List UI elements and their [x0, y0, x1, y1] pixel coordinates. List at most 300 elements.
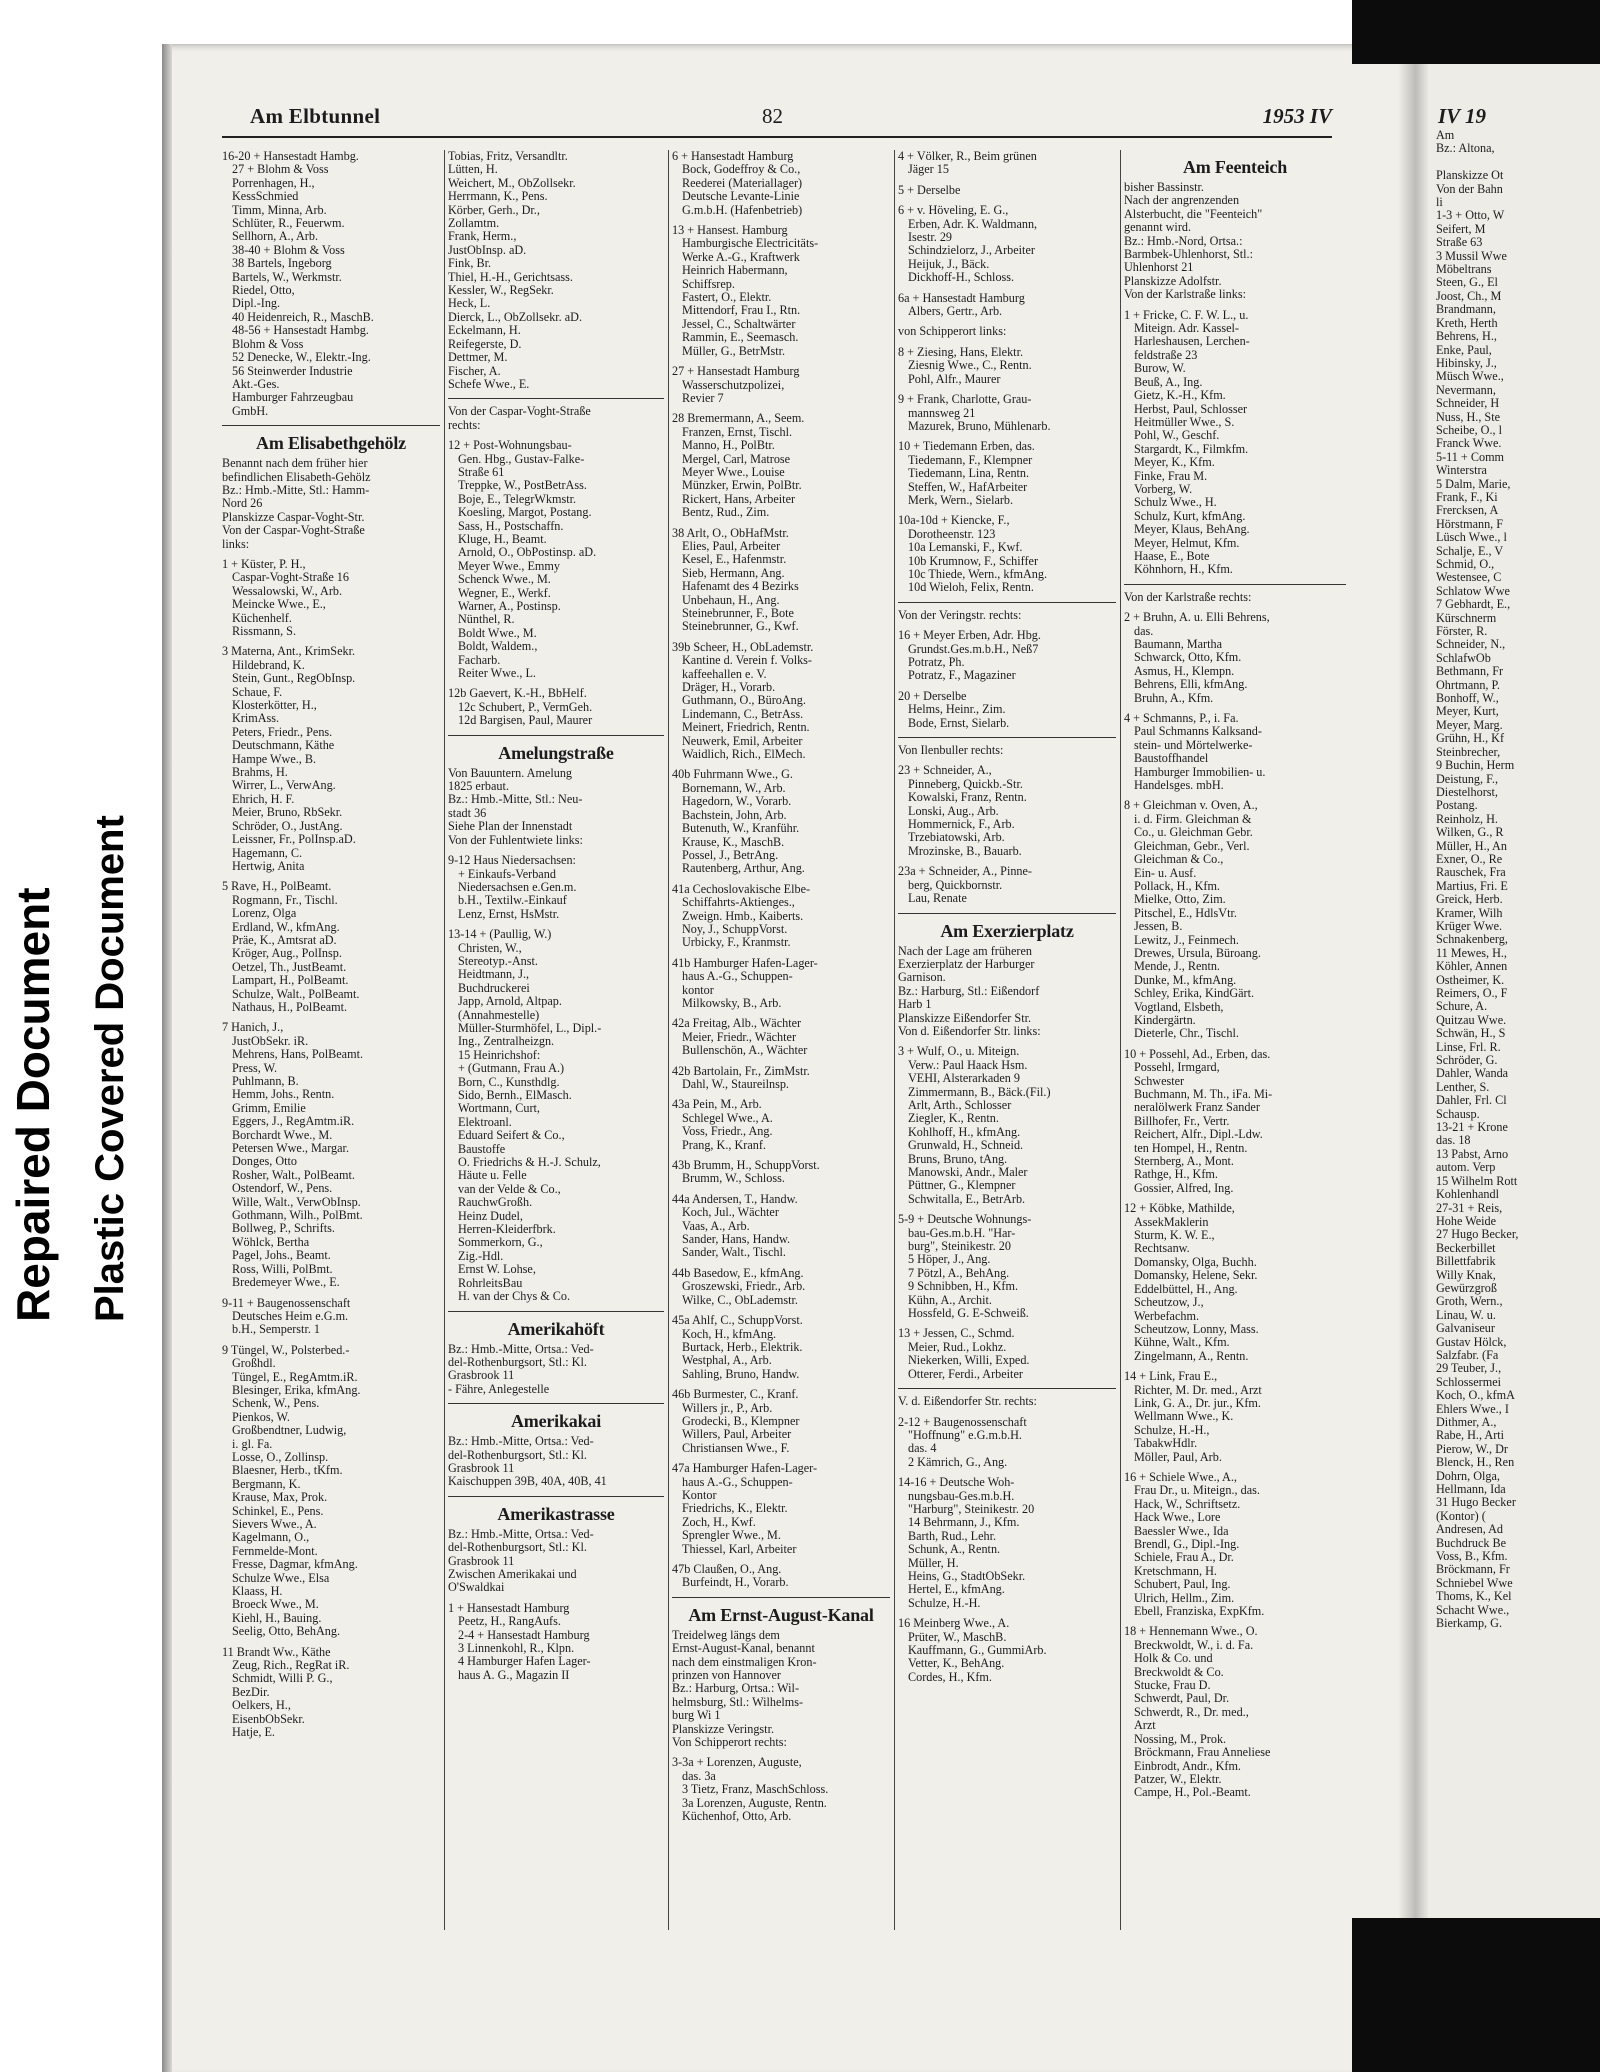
directory-line: 18 + Hennemann Wwe., O.	[1124, 1625, 1258, 1639]
directory-line: 39b Scheer, H., ObLademstr.	[672, 640, 814, 654]
directory-line: 13-14 + (Paullig, W.)	[448, 928, 552, 942]
directory-line: Manowski, Andr., Maler	[908, 1166, 1028, 1179]
directory-line: Von der Veringstr. rechts:	[898, 608, 1022, 622]
directory-line: Garnison.	[898, 971, 946, 985]
directory-line: Küchenhelf.	[232, 611, 292, 625]
directory-line: Potratz, Ph.	[908, 656, 965, 669]
house-entry	[672, 641, 890, 762]
directory-line: - Fähre, Anlegestelle	[448, 1382, 550, 1396]
directory-line: 1 + Fricke, C. F. W. L., u.	[1124, 308, 1249, 322]
facing-page-line: Steen, G., El	[1436, 275, 1498, 290]
scan-black-corner-top	[1352, 0, 1600, 64]
directory-line: Grundst.Ges.m.b.H., Neß7	[908, 642, 1039, 656]
directory-line: Rickert, Hans, Arbeiter	[682, 492, 796, 506]
house-entry	[898, 1476, 1116, 1610]
directory-line: nungsbau-Ges.m.b.H.	[908, 1489, 1015, 1503]
directory-line: Bollweg, P., Schrifts.	[232, 1222, 335, 1236]
section-rule	[448, 735, 664, 736]
directory-line: Körber, Gerh., Dr.,	[448, 203, 540, 217]
facing-page-line: 5-11 + Comm	[1436, 449, 1505, 464]
house-entry	[898, 629, 1116, 683]
house-entry	[898, 204, 1116, 284]
facing-page-line: Joost, Ch., M	[1436, 288, 1502, 303]
directory-column-3	[672, 150, 890, 1930]
house-entry	[898, 150, 1116, 177]
directory-line: Sander, Hans, Handw.	[682, 1233, 791, 1247]
directory-line: Dipl.-Ing.	[232, 297, 281, 311]
directory-line: berg, Quickbornstr.	[908, 878, 1003, 892]
directory-line: Sievers Wwe., A.	[232, 1518, 317, 1531]
street-description	[898, 325, 1116, 338]
directory-line: 16 + Schiele Wwe., A.,	[1124, 1470, 1237, 1484]
street-description	[1124, 181, 1346, 302]
street-heading: Am Exerzierplatz	[940, 920, 1074, 941]
facing-page-line: autom. Verp	[1436, 1160, 1496, 1175]
house-entry	[1124, 611, 1346, 705]
directory-line: Bruns, Bruno, tAng.	[908, 1152, 1008, 1166]
facing-page-line: (Kontor) (	[1436, 1508, 1486, 1523]
directory-line: Schulze, Walt., PolBeamt.	[232, 987, 360, 1001]
facing-page-line: Groth, Wern.,	[1436, 1294, 1503, 1309]
directory-line: Schenk, W., Pens.	[232, 1397, 320, 1411]
directory-line: Grimm, Emilie	[232, 1101, 306, 1115]
directory-line: Willers, Paul, Arbeiter	[682, 1428, 792, 1442]
directory-line: Von der Caspar-Voght-Straße	[448, 405, 591, 419]
directory-line: Fischer, A.	[448, 364, 501, 378]
directory-line: Mrozinske, B., Bauarb.	[908, 844, 1022, 858]
directory-line: Hack Wwe., Lore	[1134, 1511, 1221, 1525]
facing-page-line: Schnakenberg,	[1436, 932, 1508, 947]
section-rule	[448, 1403, 664, 1404]
directory-line: Kühne, Walt., Kfm.	[1134, 1336, 1230, 1350]
directory-line: Präe, K., Amtsrat aD.	[232, 933, 337, 947]
directory-line: Köhnhorn, H., Kfm.	[1134, 563, 1233, 577]
facing-page-line: Lüsch Wwe., l	[1436, 530, 1507, 545]
directory-line: Deutsche Levante-Linie	[682, 190, 800, 204]
facing-page-line: Schmid, O.,	[1436, 557, 1495, 571]
directory-line: Hamburgische Electricitäts-	[682, 237, 819, 251]
facing-page-line: Galvaniseur	[1436, 1321, 1495, 1336]
directory-line: Blohm & Voss	[232, 337, 304, 351]
directory-line: Schulze, H.-H.	[908, 1596, 981, 1610]
directory-line: RohrleitsBau	[458, 1276, 523, 1290]
directory-line: Kiehl, H., Bauing.	[232, 1611, 322, 1625]
directory-line: 41a Cechoslovakische Elbe-	[672, 882, 811, 896]
directory-line: Dahl, W., Staureilnsp.	[682, 1078, 789, 1091]
directory-line: Sternberg, A., Mont.	[1134, 1155, 1234, 1169]
directory-line: Riedel, Otto,	[232, 284, 295, 298]
house-entry	[448, 928, 664, 1303]
directory-line: Bullenschön, A., Wächter	[682, 1044, 808, 1058]
facing-page-line: Köhler, Annen	[1436, 959, 1508, 974]
directory-line: Mende, J., Rentn.	[1134, 960, 1220, 974]
facing-page-line: Ehlers Wwe., I	[1436, 1401, 1509, 1416]
facing-page-line: Reimers, O., F	[1436, 986, 1508, 1000]
directory-line: Hildebrand, K.	[232, 658, 305, 672]
section-rule	[898, 1388, 1116, 1389]
directory-line: Von der Fuhlentwiete links:	[448, 833, 583, 847]
directory-line: Scheutzow, J.,	[1134, 1296, 1204, 1310]
facing-page-line: 5 Dalm, Marie,	[1436, 476, 1511, 491]
facing-page-line: Schneider, N.,	[1436, 637, 1506, 652]
directory-line: stadt 36	[448, 806, 487, 820]
directory-line: Reiter Wwe., L.	[458, 667, 536, 681]
directory-line: Küchenhof, Otto, Arb.	[682, 1810, 792, 1824]
directory-line: Pohl, Alfr., Maurer	[908, 372, 1001, 386]
directory-line: 2 + Bruhn, A. u. Elli Behrens,	[1124, 611, 1270, 625]
directory-line: Heijuk, J., Bäck.	[908, 257, 990, 271]
house-entry	[672, 150, 890, 217]
directory-line: Elies, Paul, Arbeiter	[682, 539, 781, 553]
street-heading: Am Ernst-August-Kanal	[688, 1604, 874, 1625]
facing-page-line: Schlossermei	[1436, 1374, 1501, 1389]
directory-line: Hamburger Fahrzeugbau	[232, 391, 354, 405]
directory-line: Deutschmann, Käthe	[232, 739, 335, 753]
directory-line: 5-9 + Deutsche Wohnungs-	[898, 1213, 1032, 1227]
directory-line: Wilke, C., ObLademstr.	[682, 1293, 798, 1307]
directory-line: Grasbrook 11	[448, 1461, 515, 1475]
directory-line: Elektroanl.	[458, 1115, 512, 1129]
house-entry	[672, 1314, 890, 1381]
directory-line: 5 + Derselbe	[898, 183, 961, 197]
facing-page-head: IV 19	[1438, 104, 1487, 128]
directory-line: 10 + Possehl, Ad., Erben, das.	[1124, 1047, 1271, 1061]
facing-page-line: Am	[1436, 128, 1455, 142]
directory-line: Ostendorf, W., Pens.	[232, 1182, 333, 1196]
directory-line: Ross, Willi, PolBmt.	[232, 1262, 333, 1276]
directory-line: Rautenberg, Arthur, Ang.	[682, 862, 805, 876]
house-entry	[898, 292, 1116, 319]
directory-line: Gothmann, Wilh., PolBmt.	[232, 1209, 363, 1223]
directory-line: Kühn, A., Archit.	[908, 1293, 992, 1307]
directory-line: ten Hompel, H., Rentn.	[1134, 1141, 1248, 1155]
directory-line: Bock, Godeffroy & Co.,	[682, 163, 801, 177]
directory-line: Potratz, F., Magaziner	[908, 669, 1016, 683]
facing-page-line: Bethmann, Fr	[1436, 664, 1504, 679]
directory-line: Lewitz, J., Feinmech.	[1134, 933, 1239, 947]
facing-page-line: Willy Knak,	[1436, 1267, 1496, 1282]
directory-line: Heck, L.	[448, 297, 491, 311]
directory-line: Ulrich, Hellm., Zim.	[1134, 1591, 1235, 1605]
directory-line: 42a Freitag, Alb., Wächter	[672, 1017, 802, 1031]
directory-line: TabakwHdlr.	[1134, 1437, 1198, 1451]
directory-line: Bz.: Hmb.-Nord, Ortsa.:	[1124, 234, 1243, 248]
facing-page-line: 15 Wilhelm Rott	[1436, 1173, 1518, 1188]
directory-line: Lenz, Ernst, HsMstr.	[458, 907, 560, 921]
directory-line: 38 Bartels, Ingeborg	[232, 257, 332, 271]
directory-line: Tiedemann, F., Klempner	[908, 453, 1033, 467]
directory-line: Neuwerk, Emil, Arbeiter	[682, 734, 803, 748]
directory-line: Patzer, W., Elektr.	[1134, 1772, 1222, 1786]
directory-line: haus A.-G., Schuppen-	[682, 1475, 793, 1489]
directory-line: links:	[222, 537, 250, 551]
directory-line: prinzen von Hannover	[672, 1669, 781, 1683]
facing-page-line	[1430, 156, 1600, 169]
house-entry	[672, 1563, 890, 1590]
directory-line: Vetter, K., BehAng.	[908, 1657, 1005, 1671]
street-description	[448, 1528, 664, 1595]
directory-line: 13 + Hansest. Hamburg	[672, 224, 788, 238]
section-rule	[898, 913, 1116, 914]
directory-line: Baustoffhandel	[1134, 752, 1209, 766]
directory-line: del-Rothenburgsort, Stl.: Kl.	[448, 1448, 587, 1462]
directory-line: Tobias, Fritz, Versandltr.	[448, 150, 568, 163]
directory-line: Bode, Ernst, Sielarb.	[908, 716, 1010, 730]
directory-line: Schefe Wwe., E.	[448, 377, 530, 391]
facing-page-line: Schausp.	[1436, 1106, 1480, 1121]
directory-line: Grasbrook 11	[448, 1554, 515, 1568]
facing-page-line: Meyer, Marg.	[1436, 717, 1503, 732]
facing-page-line: Müller, H., An	[1436, 838, 1507, 853]
directory-line: i. d. Firm. Gleichman &	[1134, 812, 1252, 826]
facing-page-line: Winterstra	[1436, 463, 1487, 478]
directory-line: Pinneberg, Quickb.-Str.	[908, 777, 1023, 791]
directory-line: 6a + Hansestadt Hamburg	[898, 291, 1025, 305]
directory-line: 1 + Küster, P. H.,	[222, 557, 306, 571]
directory-line: Rogmann, Fr., Tischl.	[232, 893, 338, 907]
directory-line: Schlegel Wwe., A.	[682, 1111, 773, 1125]
house-entry	[898, 1327, 1116, 1381]
facing-page-line: 11 Mewes, H.,	[1436, 945, 1507, 960]
directory-line: Hagedorn, W., Vorarb.	[682, 795, 792, 809]
facing-page-line: Ohrtmann, P.	[1436, 677, 1500, 692]
directory-line: 14-16 + Deutsche Woh-	[898, 1476, 1015, 1490]
directory-line: Cordes, H., Kfm.	[908, 1670, 992, 1684]
directory-line: burg", Steinikestr. 20	[908, 1240, 1011, 1254]
facing-page-line: Bonhoff, W.,	[1436, 691, 1499, 706]
directory-line: Koch, Jul., Wächter	[682, 1206, 779, 1220]
directory-line: Bornemann, W., Arb.	[682, 781, 786, 795]
facing-page-line: Schwän, H., S	[1436, 1026, 1506, 1041]
directory-line: Mielke, Otto, Zim.	[1134, 893, 1226, 907]
directory-line: Schley, Erika, KindGärt.	[1134, 987, 1255, 1001]
directory-line: 5 Höper, J., Ang.	[908, 1253, 991, 1267]
directory-line: Schulze, H.-H.,	[1134, 1423, 1210, 1437]
directory-line: Schubert, Paul, Ing.	[1134, 1578, 1231, 1592]
directory-line: Guthmann, O., BüroAng.	[682, 694, 806, 708]
directory-line: H. van der Chys & Co.	[458, 1290, 571, 1304]
facing-page-line: Hörstmann, F	[1436, 516, 1504, 531]
directory-line: Buchmann, M. Th., iFa. Mi-	[1134, 1088, 1273, 1101]
directory-line: Mittendorf, Frau I., Rtn.	[682, 304, 801, 318]
directory-line: Blesinger, Erika, kfmAng.	[232, 1383, 361, 1397]
directory-line: Bz.: Harburg, Ortsa.: Wil-	[672, 1682, 800, 1696]
directory-line: Meier, Bruno, RbSekr.	[232, 806, 343, 820]
directory-line: Grunwald, H., Schneid.	[908, 1139, 1024, 1153]
directory-line: Koesling, Margot, Postang.	[458, 506, 592, 520]
facing-page-line: Diestelhorst,	[1436, 784, 1498, 799]
directory-line: + (Gutmann, Frau A.)	[458, 1062, 565, 1076]
section-rule	[672, 1597, 890, 1598]
facing-page-line: Frank, F., Ki	[1436, 489, 1498, 504]
directory-line: Westphal, A., Arb.	[682, 1354, 772, 1368]
directory-line: Dierck, L., ObZollsekr. aD.	[448, 310, 583, 324]
directory-line: Kohlhoff, H., kfmAng.	[908, 1125, 1021, 1139]
directory-line: Planskizze Caspar-Voght-Str.	[222, 510, 365, 524]
directory-line: Donges, Otto	[232, 1155, 297, 1169]
directory-line: Petersen Wwe., Margar.	[232, 1142, 349, 1156]
directory-line: Boldt, Waldem.,	[458, 640, 538, 654]
side-label-strip	[0, 0, 150, 2072]
directory-line: 13 + Jessen, C., Schmd.	[898, 1327, 1015, 1341]
street-description	[898, 945, 1116, 1039]
directory-line: Werbefachm.	[1134, 1309, 1199, 1323]
directory-line: Heitmüller Wwe., S.	[1134, 415, 1235, 429]
directory-line: Jessel, C., Schaltwärter	[682, 317, 796, 331]
house-entry	[222, 645, 440, 873]
facing-page-line: Salzfabr. (Fa	[1436, 1347, 1499, 1362]
directory-line: 16 Meinberg Wwe., A.	[898, 1617, 1010, 1631]
directory-line: Arnold, O., ObPostinsp. aD.	[458, 546, 597, 560]
facing-page-line: Brandmann,	[1436, 302, 1496, 317]
directory-line: Ehrich, H. F.	[232, 792, 295, 806]
street-heading: Amelungstraße	[498, 742, 614, 763]
facing-page-line: 29 Teuber, J.,	[1436, 1361, 1502, 1376]
directory-line: Reifegerste, D.	[448, 337, 522, 351]
directory-line: Meier, Rud., Lokhz.	[908, 1340, 1007, 1354]
house-entry	[672, 1388, 890, 1455]
directory-line: Hagemann, C.	[232, 846, 303, 860]
directory-line: Possehl, Irmgard,	[1134, 1061, 1220, 1075]
directory-line: Pienkos, W.	[232, 1410, 290, 1424]
directory-line: Eduard Seifert & Co.,	[458, 1129, 565, 1143]
directory-line: Blaesner, Herb., tKfm.	[232, 1464, 343, 1478]
directory-line: Müller, H.	[908, 1556, 959, 1570]
house-entry	[898, 1213, 1116, 1320]
directory-line: Drewes, Ursula, Büroang.	[1134, 946, 1261, 960]
directory-line: Miteign. Adr. Kassel-	[1134, 322, 1239, 336]
directory-line: 2 Kämrich, G., Ang.	[908, 1455, 1008, 1469]
directory-line: Burtack, Herb., Elektrik.	[682, 1340, 803, 1354]
directory-line: Boje, E., TelegrWkmstr.	[458, 492, 577, 506]
directory-line: Richter, M. Dr. med., Arzt	[1134, 1383, 1262, 1397]
directory-line: feldstraße 23	[1134, 348, 1198, 362]
directory-line: 3-3a + Lorenzen, Auguste,	[672, 1756, 802, 1770]
directory-line: Barmbek-Uhlenhorst, Stl.:	[1124, 248, 1253, 262]
directory-line: Dräger, H., Vorarb.	[682, 681, 776, 695]
directory-line: Wöhlck, Bertha	[232, 1235, 310, 1249]
directory-line: Erben, Adr. K. Waldmann,	[908, 217, 1038, 231]
directory-line: Asmus, H., Klempn.	[1134, 664, 1235, 678]
facing-page-line: Meyer, Kurt,	[1436, 704, 1499, 719]
directory-line: Friedrichs, K., Elektr.	[682, 1502, 788, 1516]
street-description	[448, 1343, 664, 1397]
facing-page-line: Schröder, G.	[1436, 1053, 1498, 1068]
directory-line: Hafenamt des 4 Bezirks	[682, 580, 799, 594]
directory-line: Kauffmann, G., GummiArb.	[908, 1644, 1047, 1657]
directory-line: Kowalski, Franz, Rentn.	[908, 791, 1027, 805]
house-entry	[222, 558, 440, 638]
directory-line: JustObSekr. iR.	[232, 1034, 309, 1048]
directory-line: Seelig, Otto, BehAng.	[232, 1625, 340, 1639]
directory-line: Rechtsanw.	[1134, 1242, 1190, 1256]
directory-line: (Annahmestelle)	[458, 1008, 540, 1022]
directory-line: Broeck Wwe., M.	[232, 1598, 319, 1612]
page-header	[222, 104, 1332, 136]
section-rule	[1124, 584, 1346, 585]
facing-page-line: Schacht Wwe.,	[1436, 1602, 1510, 1617]
directory-line: Ziesnig Wwe., C., Rentn.	[908, 359, 1032, 373]
scan-black-corner-bottom	[1352, 1918, 1600, 2072]
facing-page-line: Grühn, H., Kf	[1436, 731, 1505, 746]
directory-line: Press, W.	[232, 1061, 278, 1075]
directory-line: Nünthel, R.	[458, 613, 515, 627]
directory-line: Fernmelde-Mont.	[232, 1544, 318, 1558]
directory-line: BezDir.	[232, 1685, 270, 1699]
house-entry	[672, 1756, 890, 1823]
facing-page-line: Thoms, K., Kel	[1436, 1589, 1512, 1604]
house-entry	[898, 184, 1116, 197]
facing-page-line: Lenther, S.	[1436, 1079, 1490, 1094]
directory-line: Häute u. Felle	[458, 1169, 527, 1183]
directory-line: Hampe Wwe., B.	[232, 752, 317, 766]
directory-line: 43b Brumm, H., SchuppVorst.	[672, 1159, 820, 1173]
directory-line: G.m.b.H. (Hafenbetrieb)	[682, 203, 803, 217]
directory-line: stein- und Mörtelwerke-	[1134, 738, 1253, 752]
directory-line: Groszewski, Friedr., Arb.	[682, 1280, 806, 1294]
street-description	[448, 405, 664, 432]
directory-line: Haase, E., Bote	[1134, 549, 1210, 563]
directory-line: 27 + Blohm & Voss	[232, 163, 329, 177]
directory-line: Schlüter, R., Feuerwm.	[232, 217, 345, 231]
directory-line: 3 Tietz, Franz, MaschSchloss.	[682, 1783, 829, 1797]
directory-line: 12d Bargisen, Paul, Maurer	[458, 714, 593, 728]
directory-line: nach dem einstmaligen Kron-	[672, 1655, 817, 1669]
directory-line: Losse, O., Zollinsp.	[232, 1450, 329, 1464]
house-entry	[898, 393, 1116, 433]
directory-line: Schiele, Frau A., Dr.	[1134, 1551, 1234, 1565]
directory-line: Sellhorn, A., Arb.	[232, 230, 318, 244]
directory-line: Ebell, Franziska, ExpKfm.	[1134, 1605, 1265, 1619]
directory-line: Straße 61	[458, 465, 505, 479]
directory-line: helmsburg, Stl.: Wilhelms-	[672, 1695, 804, 1709]
facing-page-line: Von der Bahn	[1436, 181, 1503, 196]
facing-page-line: Rauschek, Fra	[1436, 865, 1506, 880]
directory-line: 9-11 + Baugenossenschaft	[222, 1296, 351, 1310]
facing-page-line: Hellmann, Ida	[1436, 1482, 1506, 1497]
directory-line: 3 Materna, Ant., KrimSekr.	[222, 645, 356, 659]
directory-line: 28 Bremermann, A., Seem.	[672, 412, 805, 426]
directory-line: Willers jr., P., Arb.	[682, 1401, 773, 1415]
directory-line: Sander, Walt., Tischl.	[682, 1246, 786, 1260]
facing-page-line: Dahler, Frl. Cl	[1436, 1093, 1507, 1108]
directory-line: 38-40 + Blohm & Voss	[232, 243, 345, 257]
directory-line: 12 + Köbke, Mathilde,	[1124, 1202, 1235, 1216]
directory-line: Großbendtner, Ludwig,	[232, 1424, 347, 1438]
directory-line: Klosterkötter, H.,	[232, 699, 317, 713]
house-entry	[222, 1021, 440, 1289]
directory-line: 10b Krumnow, F., Schiffer	[908, 554, 1039, 568]
running-head: Am Elbtunnel	[250, 104, 381, 128]
street-description	[898, 1395, 1116, 1408]
directory-line: Ernst W. Lohse,	[458, 1263, 536, 1277]
facing-page-line: Schneider, H	[1436, 396, 1500, 411]
directory-line: Beuß, A., Ing.	[1134, 375, 1203, 389]
directory-line: Fink, Br.	[448, 257, 492, 271]
house-entry	[672, 1065, 890, 1092]
directory-line: 46b Burmester, C., Kranf.	[672, 1388, 799, 1402]
directory-line: Schiffsrep.	[682, 277, 735, 291]
directory-line: Jessen, B.	[1134, 920, 1183, 934]
directory-line: Von Bauuntern. Amelung	[448, 766, 573, 780]
directory-line: van der Velde & Co.,	[458, 1182, 561, 1196]
directory-line: Schaue, F.	[232, 685, 283, 699]
facing-page-line: Franck Wwe.	[1436, 436, 1502, 451]
directory-line: Schwerdt, Paul, Dr.	[1134, 1692, 1230, 1706]
directory-line: 16 + Meyer Erben, Adr. Hbg.	[898, 629, 1041, 643]
directory-line: Kantine d. Verein f. Volks-	[682, 654, 812, 668]
directory-line: 47a Hamburger Hafen-Lager-	[672, 1462, 818, 1476]
